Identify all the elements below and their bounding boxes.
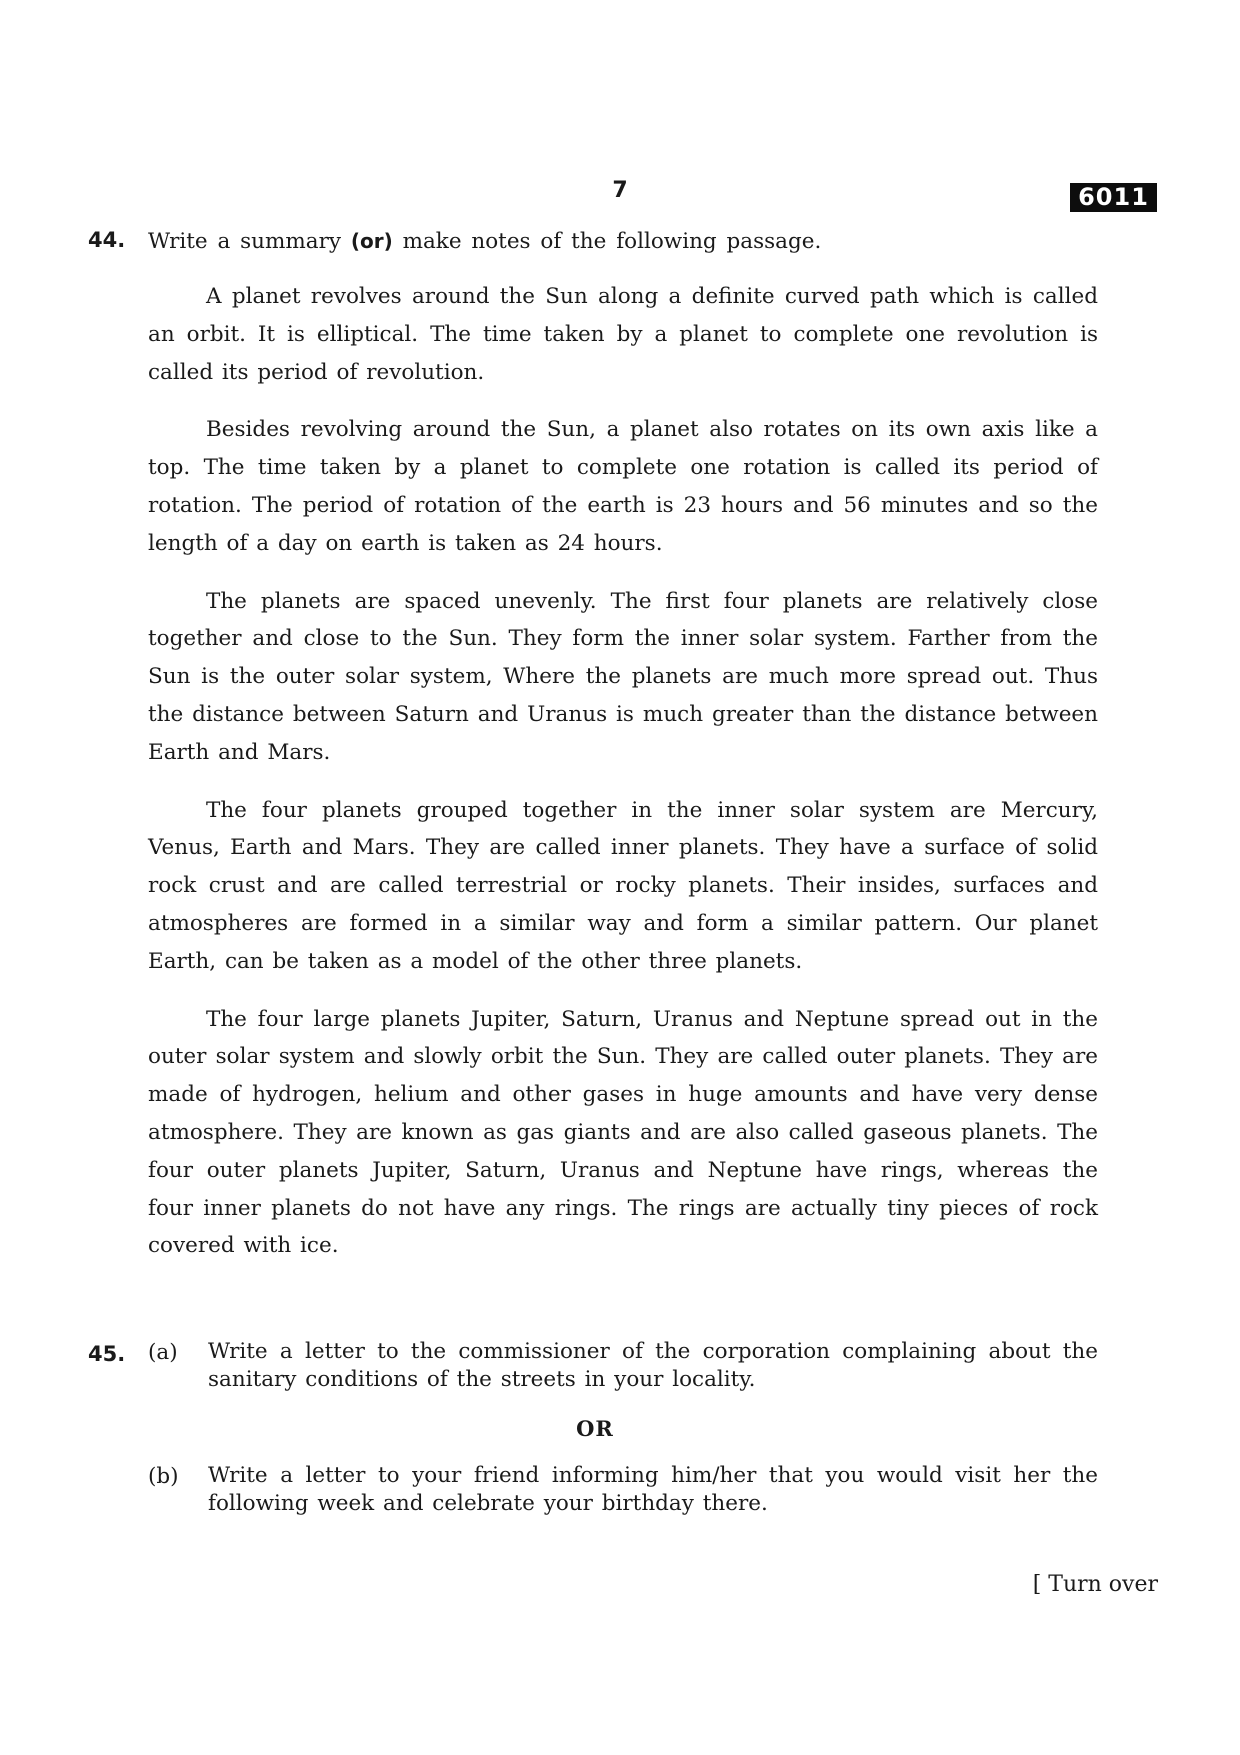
or-separator: OR	[576, 1416, 614, 1441]
question-44-prompt-end: make notes of the following passage.	[392, 229, 822, 254]
question-44-prompt-or: (or)	[350, 229, 393, 253]
passage-paragraph-1: A planet revolves around the Sun along a definite curved path which is called an orbit. It is elliptical. The time taken by a planet to complete one revolution is called its period of revolution.	[148, 284, 1098, 385]
page-number: 7	[612, 178, 628, 203]
passage-paragraph-5: The four large planets Jupiter, Saturn, Uranus and Neptune spread out in the outer solar system and slowly orbit the Sun. They are called outer planets. They are made of hydrogen, helium and other gases in huge amounts and have very dense atmosphere. They are known as gas giants and are also called gaseous planets. The four outer planets Jupiter, Saturn, Uranus and Neptune have rings, whereas the four inner planets do not have any rings. The rings are actually tiny pieces of rock covered with ice.	[148, 1006, 1098, 1259]
option-b-text: Write a letter to your friend informing him/her that you would visit her the following week and celebrate your birthday there.	[208, 1463, 1098, 1516]
question-44-number: 44.	[88, 228, 126, 252]
option-a-label: (a)	[148, 1340, 178, 1365]
turn-over-note: [ Turn over	[1032, 1572, 1158, 1597]
passage-paragraph-4: The four planets grouped together in the inner solar system are Mercury, Venus, Earth and Mars. They are called inner planets. They have a surface of solid rock crust and are called terrestrial or rocky planets. Their insides, surfaces and atmospheres are formed in a similar way and form a similar pattern. Our planet Earth, can be taken as a model of the other three planets.	[148, 797, 1098, 974]
option-b-label: (b)	[148, 1464, 179, 1489]
question-45-number: 45.	[88, 1342, 126, 1366]
passage-paragraph-2: Besides revolving around the Sun, a planet also rotates on its own axis like a top. The time taken by a planet to complete one rotation is called its period of rotation. The period of rotation of the earth is 23 hours and 56 minutes and so the length of a day on earth is taken as 24 hours.	[148, 417, 1098, 556]
question-44-passage	[148, 278, 1098, 1285]
paper-code-badge: 6011	[1070, 183, 1157, 212]
option-a-text: Write a letter to the commissioner of the corporation complaining about the sanitary conditions of the streets in your locality.	[208, 1339, 1098, 1392]
question-44-prompt-start: Write a summary	[148, 229, 351, 254]
question-44-prompt	[148, 226, 821, 257]
passage-paragraph-3: The planets are spaced unevenly. The first four planets are relatively close together and close to the Sun. They form the inner solar system. Farther from the Sun is the outer solar system, Where the planets are much more spread out. Thus the distance between Saturn and Uranus is much greater than the distance between Earth and Mars.	[148, 588, 1098, 765]
